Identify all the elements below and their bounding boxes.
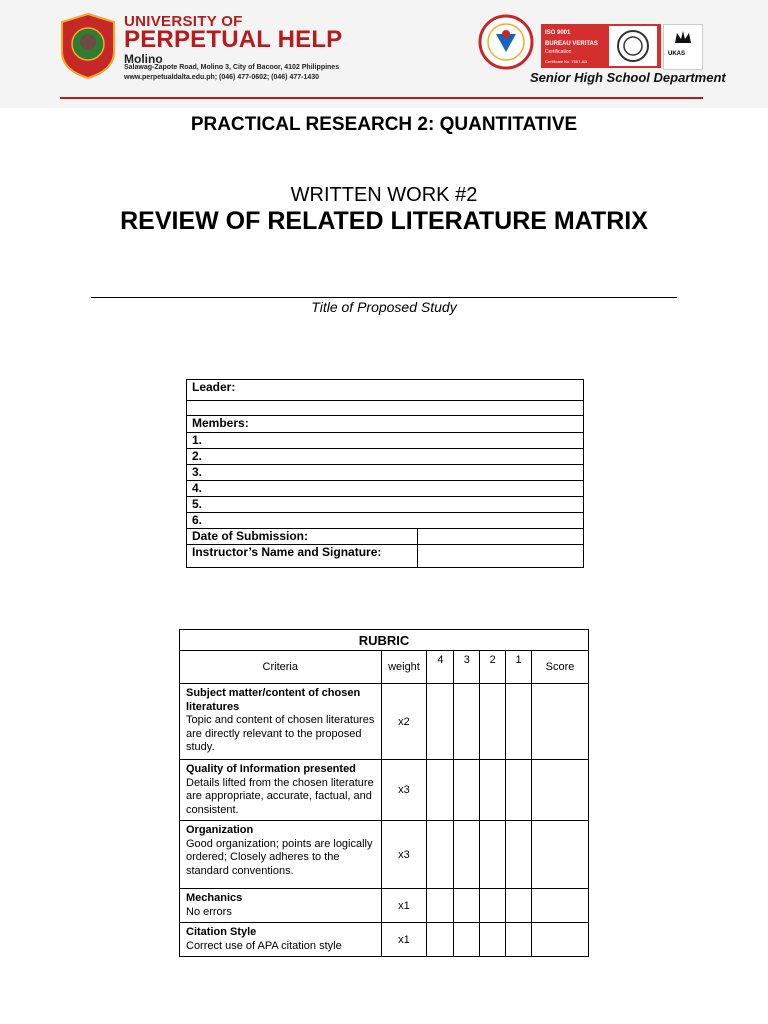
score-cell-4[interactable] xyxy=(427,821,454,889)
university-name-line1: UNIVERSITY OF xyxy=(124,13,243,30)
table-row xyxy=(180,821,589,889)
criterion-title: Citation Style xyxy=(186,926,257,938)
bureau-veritas-label: BUREAU VERITAS xyxy=(545,41,598,47)
score-cell-4[interactable] xyxy=(427,923,454,957)
score-cell-1[interactable] xyxy=(506,760,532,821)
senior-high-seal-icon xyxy=(478,12,534,74)
criterion-title: Organization xyxy=(186,824,254,836)
score-4-header: 4 xyxy=(427,651,454,684)
university-contact: www.perpetualdalta.edu.ph; (046) 477-0602; (046) 477-1430 xyxy=(124,74,320,81)
table-row xyxy=(180,923,589,957)
score-cell-2[interactable] xyxy=(480,821,506,889)
score-1-header: 1 xyxy=(506,651,532,684)
member-4[interactable]: 4. xyxy=(187,481,584,497)
score-cell-1[interactable] xyxy=(506,923,532,957)
criterion-weight: x2 xyxy=(381,684,427,760)
score-total-cell[interactable] xyxy=(532,684,589,760)
member-3[interactable]: 3. xyxy=(187,465,584,481)
ukas-badge xyxy=(663,24,703,70)
written-work-label: WRITTEN WORK #2 xyxy=(290,184,478,206)
criterion-weight: x1 xyxy=(381,923,427,957)
title-caption: Title of Proposed Study xyxy=(311,299,457,315)
weight-header: weight xyxy=(381,651,427,684)
criterion-description: Details lifted from the chosen literature are appropriate, accurate, factual, and consistent. xyxy=(186,776,374,816)
table-row xyxy=(180,684,589,760)
leader-field[interactable] xyxy=(187,401,584,416)
bureau-veritas-logo-icon xyxy=(609,26,657,66)
ukas-label: UKAS xyxy=(668,51,686,57)
members-label: Members: xyxy=(187,416,584,433)
member-6[interactable]: 6. xyxy=(187,513,584,529)
criterion-weight: x3 xyxy=(381,821,427,889)
page-title: REVIEW OF RELATED LITERATURE MATRIX xyxy=(120,207,648,235)
criterion-title: Quality of Information presented xyxy=(186,763,356,775)
criterion-description: Correct use of APA citation style xyxy=(186,939,342,952)
university-name-line2: PERPETUAL HELP xyxy=(124,26,343,53)
criterion-cell xyxy=(180,923,382,957)
score-cell-1[interactable] xyxy=(506,889,532,923)
score-cell-1[interactable] xyxy=(506,821,532,889)
date-field[interactable] xyxy=(418,529,584,545)
rubric-title: RUBRIC xyxy=(180,630,589,651)
score-cell-2[interactable] xyxy=(480,684,506,760)
score-cell-4[interactable] xyxy=(427,684,454,760)
score-cell-3[interactable] xyxy=(454,760,480,821)
score-cell-2[interactable] xyxy=(480,923,506,957)
instructor-label: Instructor’s Name and Signature: xyxy=(187,545,418,568)
criterion-cell xyxy=(180,760,382,821)
score-cell-4[interactable] xyxy=(427,760,454,821)
rubric-table xyxy=(179,629,589,957)
criterion-description: Topic and content of chosen literatures are directly relevant to the proposed study. xyxy=(186,714,375,753)
criteria-header: Criteria xyxy=(180,651,382,684)
score-cell-1[interactable] xyxy=(506,684,532,760)
criterion-weight: x3 xyxy=(381,760,427,821)
score-cell-2[interactable] xyxy=(480,760,506,821)
score-header: Score xyxy=(532,651,589,684)
member-2[interactable]: 2. xyxy=(187,449,584,465)
title-blank-line[interactable] xyxy=(91,297,677,298)
score-3-header: 3 xyxy=(454,651,480,684)
date-label: Date of Submission: xyxy=(187,529,418,545)
criterion-title: Mechanics xyxy=(186,892,243,904)
score-total-cell[interactable] xyxy=(532,889,589,923)
iso-label: ISO 9001 xyxy=(545,30,571,36)
criterion-description: Good organization; points are logically ordered; Closely adheres to the standard conventions. xyxy=(186,837,373,877)
group-info-table xyxy=(186,379,584,568)
header-divider xyxy=(60,97,703,99)
certification-label: Certification xyxy=(545,49,572,55)
score-total-cell[interactable] xyxy=(532,923,589,957)
score-cell-3[interactable] xyxy=(454,821,480,889)
certificate-number: Certificate No. 7667-AB xyxy=(545,59,588,64)
department-name: Senior High School Department xyxy=(530,70,726,85)
criterion-cell xyxy=(180,889,382,923)
table-row xyxy=(180,889,589,923)
crown-icon xyxy=(664,25,702,49)
score-2-header: 2 xyxy=(480,651,506,684)
criterion-weight: x1 xyxy=(381,889,427,923)
score-cell-3[interactable] xyxy=(454,889,480,923)
criterion-cell xyxy=(180,821,382,889)
leader-label: Leader: xyxy=(187,380,584,401)
criterion-description: No errors xyxy=(186,905,232,918)
score-cell-2[interactable] xyxy=(480,889,506,923)
criterion-cell xyxy=(180,684,382,760)
campus-name: Molino xyxy=(124,52,163,66)
score-total-cell[interactable] xyxy=(532,821,589,889)
score-total-cell[interactable] xyxy=(532,760,589,821)
table-row xyxy=(180,760,589,821)
iso-certification-badge xyxy=(541,24,661,68)
score-cell-3[interactable] xyxy=(454,684,480,760)
university-address: Salawag-Zapote Road, Molino 3, City of Bacoor, 4102 Philippines xyxy=(124,64,340,71)
university-seal-icon xyxy=(58,12,118,80)
member-5[interactable]: 5. xyxy=(187,497,584,513)
score-cell-4[interactable] xyxy=(427,889,454,923)
criterion-title: Subject matter/content of chosen literatures xyxy=(186,687,361,713)
instructor-field[interactable] xyxy=(418,545,584,568)
member-1[interactable]: 1. xyxy=(187,433,584,449)
course-title: PRACTICAL RESEARCH 2: QUANTITATIVE xyxy=(190,114,578,135)
letterhead xyxy=(0,0,768,108)
score-cell-3[interactable] xyxy=(454,923,480,957)
